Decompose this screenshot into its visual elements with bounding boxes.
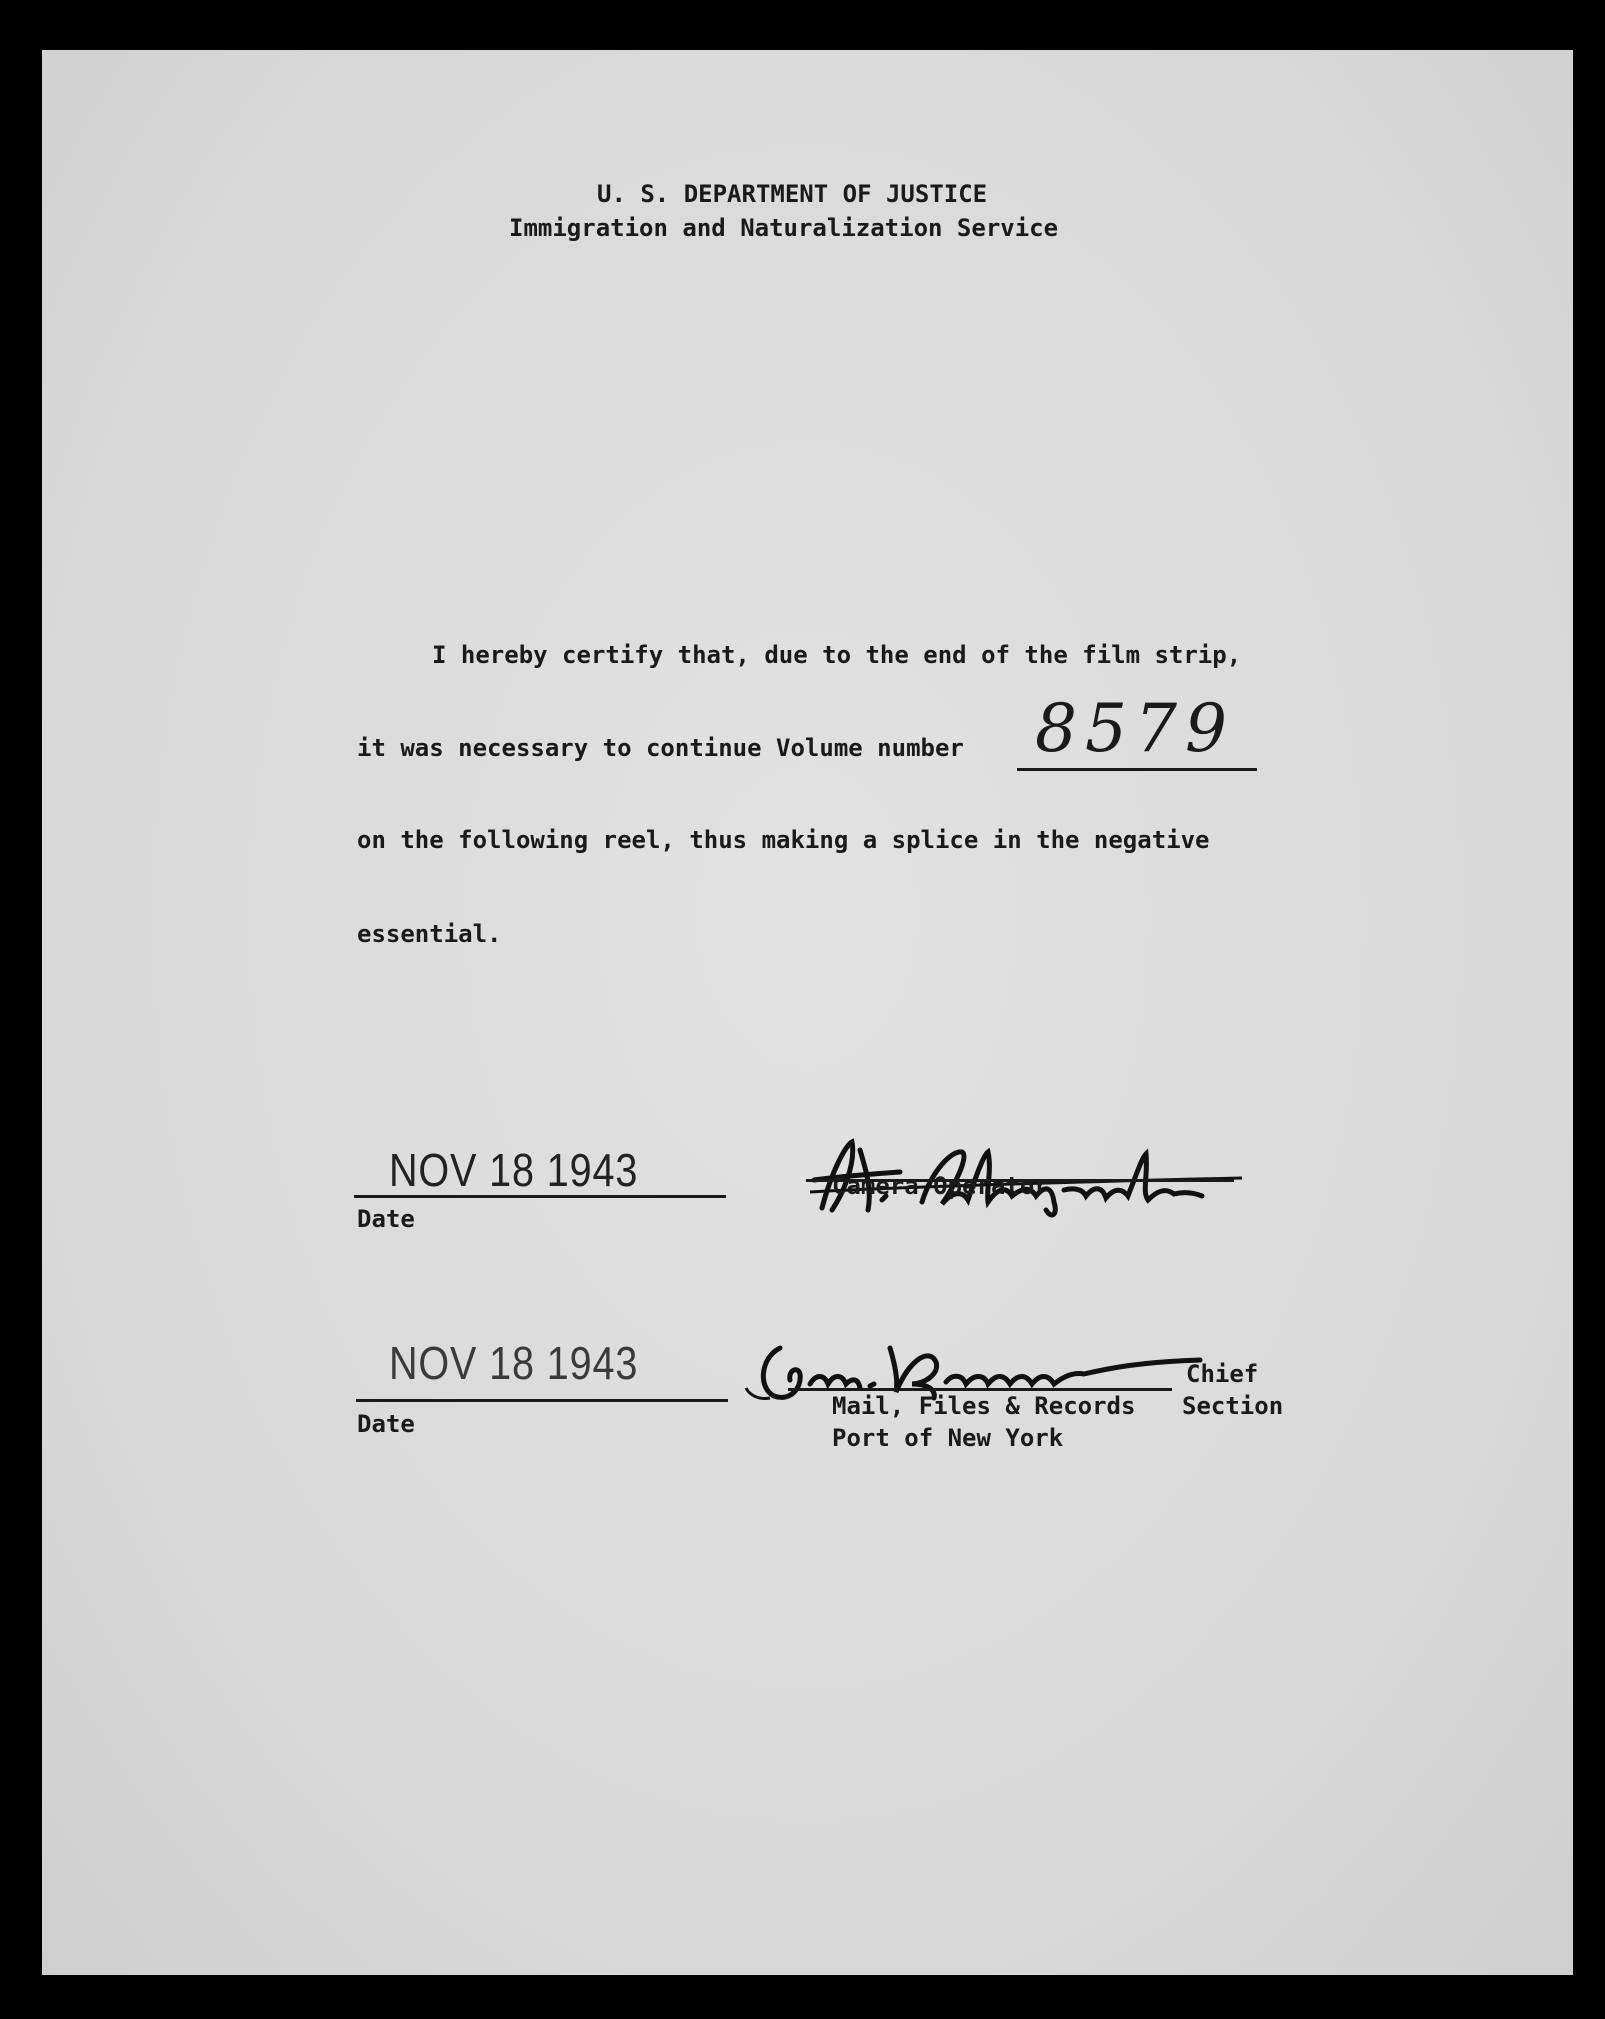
certification-line-2: it was necessary to continue Volume number: [357, 734, 964, 762]
date-stamp-camera: NOV 18 1943: [389, 1144, 639, 1196]
chief-title-label: Chief: [1186, 1360, 1259, 1388]
date-line-chief: [356, 1399, 728, 1402]
document-page: [42, 50, 1573, 1975]
section-label: Section: [1182, 1392, 1284, 1420]
service-heading: Immigration and Naturalization Service: [509, 214, 1059, 242]
volume-number-handwritten: 8579: [1035, 690, 1235, 767]
certification-line-4: essential.: [357, 920, 502, 948]
volume-number-field: [1017, 690, 1257, 771]
date-line-camera: [354, 1195, 726, 1198]
camera-operator-label: Camera Operator: [832, 1172, 1049, 1200]
date-label-chief: Date: [357, 1410, 415, 1438]
mail-files-records-label: Mail, Files & Records: [832, 1392, 1136, 1420]
date-stamp-chief: NOV 18 1943: [389, 1337, 639, 1389]
date-label-camera: Date: [357, 1205, 415, 1233]
certification-line-3: on the following reel, thus making a splice in the negative: [357, 826, 1210, 854]
port-of-new-york-label: Port of New York: [832, 1424, 1064, 1452]
certification-line-1: I hereby certify that, due to the end of the film strip,: [432, 641, 1242, 669]
department-heading: U. S. DEPARTMENT OF JUSTICE: [597, 180, 988, 208]
chief-signature-line: [788, 1388, 1172, 1391]
